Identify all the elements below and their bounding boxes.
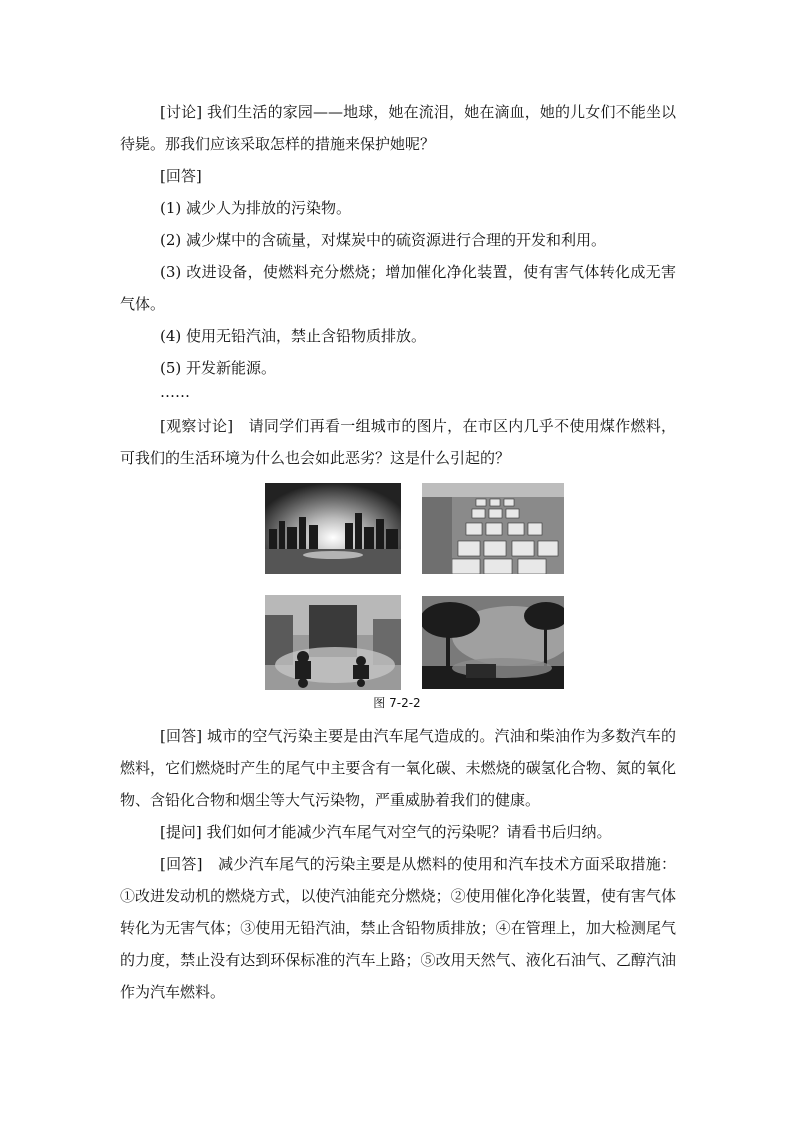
observe-discussion-paragraph: [观察讨论] 请同学们再看一组城市的图片，在市区内几乎不使用煤作燃料，可我们的生活环境为什么也会如此恶劣？这是什么引起的？ [120,417,676,467]
question-reduce-exhaust: [提问] 我们如何才能减少汽车尾气对空气的污染呢？请看书后归纳。 [160,823,612,841]
answer-item-4: (4) 使用无铅汽油，禁止含铅物质排放。 [160,327,427,345]
discussion-paragraph: [讨论] 我们生活的家园——地球，她在流泪，她在滴血，她的儿女们不能坐以待毙。那我们应该采取怎样的措施来保护她呢？ [120,103,676,153]
photo-traffic-jam [422,483,564,574]
photo-smog-trees [422,596,564,689]
photo-exhaust-truck-motorbikes [265,595,401,690]
answer-label: [回答] [160,167,202,185]
figure-caption: 图 7-2-2 [373,696,421,710]
answer-item-3: (3) 改进设备，使燃料充分燃烧；增加催化净化装置，使有害气体转化成无害气体。 [120,263,676,313]
answer-measures: [回答] 减少汽车尾气的污染主要是从燃料的使用和汽车技术方面采取措施：①改进发动机的燃烧方式，以使汽油能充分燃烧；②使用催化净化装置，使有害气体转化为无害气体；③使用无铅汽油，禁止含铅物质排放；④在管理上，加大检测尾气的力度，禁止没有达到环保标准的汽车上路；⑤改用天然气、液化石油气、乙醇汽油作为汽车燃料。 [120,855,676,1001]
answer-item-1: (1) 减少人为排放的污染物。 [160,199,352,217]
answer-city-pollution: [回答] 城市的空气污染主要是由汽车尾气造成的。汽油和柴油作为多数汽车的燃料，它们燃烧时产生的尾气中主要含有一氧化碳、未燃烧的碳氢化合物、氮的氧化物、含铅化合物和烟尘等大气污染物，严重威胁着我们的健康。 [120,727,676,809]
answer-item-2: (2) 减少煤中的含硫量，对煤炭中的硫资源进行合理的开发和利用。 [160,231,607,249]
photo-city-smog-skyline [265,483,401,574]
answer-item-5: (5) 开发新能源。 [160,359,277,377]
ellipsis: …… [160,383,190,401]
